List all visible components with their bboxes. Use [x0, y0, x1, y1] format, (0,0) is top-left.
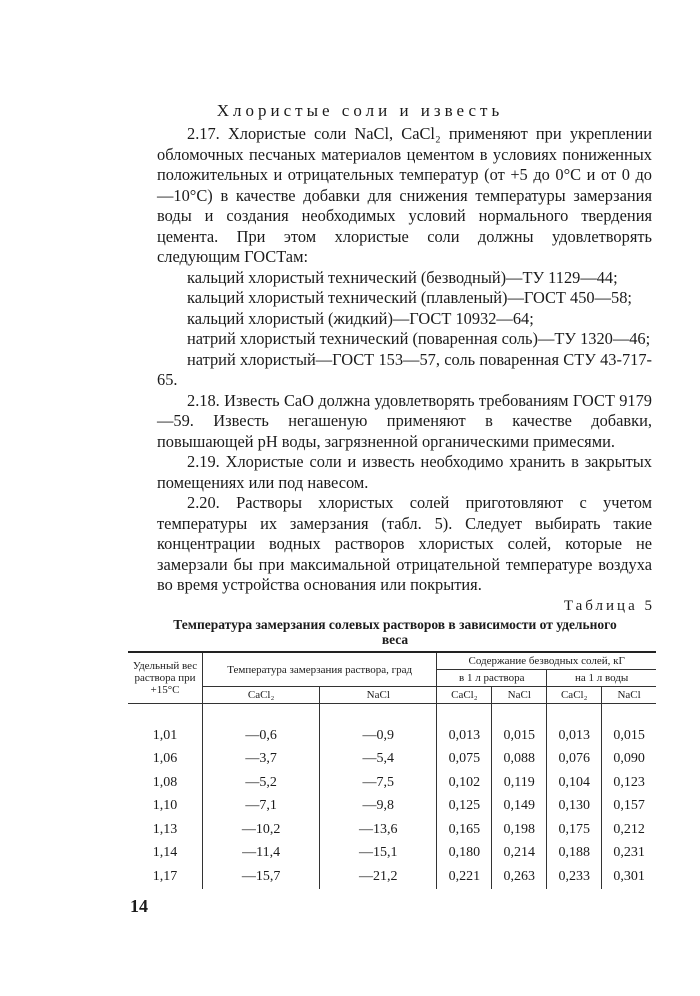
cell-weight: 1,17	[152, 868, 178, 884]
cell-weight: 1,01	[152, 727, 178, 743]
paragraph-2-17: 2.17. Хлористые соли NaCl, CaCl₂ применяют при укреплении обломочных песчаных материалов цементом в условиях пониженных положительных и отрицательных температур (от +5 до 0°С и от 0 до —10°С) в качестве добавки для снижения температуры замерзания воды и создания необходимых условий нормального твердения цемента. При этом хлористые соли должны удовлетворять следующим ГОСТам:	[157, 124, 652, 266]
header-solution-nacl: NaCl	[492, 687, 547, 704]
cell-solution-cacl2: 0,221	[437, 865, 492, 889]
body-text	[157, 124, 652, 596]
cell-solution-cacl2: 0,013	[437, 704, 492, 748]
paragraph-2-19: 2.19. Хлористые соли и известь необходимо хранить в закрытых помещениях или под навесом.	[157, 452, 652, 492]
cell-temp-nacl: —21,2	[320, 865, 437, 889]
cell-solution-cacl2: 0,102	[437, 771, 492, 795]
cell-water-cacl2: 0,188	[547, 842, 602, 866]
table-row	[128, 842, 656, 866]
cell-water-cacl2: 0,076	[547, 748, 602, 772]
section-title: Хлористые соли и известь	[216, 101, 504, 120]
cell-water-cacl2: 0,130	[547, 795, 602, 819]
gost-item-1: кальций хлористый технический (безводный)—ТУ 1129—44;	[187, 267, 618, 287]
gost-item-4: натрий хлористый технический (поваренная соль)—ТУ 1320—46;	[187, 329, 651, 348]
gost-item-2: кальций хлористый технический (плавленый)—ГОСТ 450—58;	[187, 288, 632, 307]
cell-weight: 1,06	[152, 751, 178, 767]
cell-water-nacl: 0,123	[602, 771, 656, 795]
table-row	[128, 704, 656, 748]
cell-solution-nacl: 0,149	[492, 795, 547, 819]
header-per-liter-solution: в 1 л раствора	[437, 670, 547, 687]
cell-water-nacl: 0,090	[602, 748, 656, 772]
cell-temp-cacl2: —5,2	[203, 771, 320, 795]
table-row	[128, 771, 656, 795]
cell-water-cacl2: 0,104	[547, 771, 602, 795]
cell-weight: 1,10	[152, 798, 178, 814]
header-temp-nacl: NaCl	[320, 687, 437, 704]
table-body	[128, 704, 656, 889]
cell-water-nacl: 0,157	[602, 795, 656, 819]
table-caption: Температура замерзания солевых растворов в зависимости от удельного веса	[173, 617, 617, 647]
header-temp-cacl2: CaCl₂	[203, 687, 320, 704]
paragraph-2-18: 2.18. Известь CaO должна удовлетворять требованиям ГОСТ 9179—59. Известь негашеную применяют в качестве добавки, повышающей pH воды, загрязненной органическими примесями.	[157, 390, 652, 451]
gost-item-5: натрий хлористый—ГОСТ 153—57, соль поваренная СТУ 43-717-65.	[157, 349, 652, 389]
cell-solution-nacl: 0,088	[492, 748, 547, 772]
cell-temp-cacl2: —10,2	[203, 818, 320, 842]
cell-water-cacl2: 0,013	[547, 704, 602, 748]
cell-temp-nacl: —0,9	[320, 704, 437, 748]
table-row	[128, 818, 656, 842]
paragraph-2-20: 2.20. Растворы хлористых солей приготовляют с учетом температуры их замерзания (табл. 5). Следует выбирать такие концентрации водных растворов хлористых солей, которые не замерзали бы при максимальной отрицательной температуре воздуха во время устройства основания или покрытия.	[157, 493, 652, 594]
cell-temp-cacl2: —0,6	[203, 704, 320, 748]
header-per-liter-water: на 1 л воды	[547, 670, 656, 687]
header-freezing-temperature: Температура замерзания раствора, град	[203, 652, 437, 687]
cell-solution-cacl2: 0,075	[437, 748, 492, 772]
cell-weight: 1,14	[152, 845, 178, 861]
header-water-cacl2: CaCl₂	[547, 687, 602, 704]
table-row	[128, 795, 656, 819]
cell-water-cacl2: 0,233	[547, 865, 602, 889]
cell-temp-cacl2: —15,7	[203, 865, 320, 889]
cell-temp-nacl: —13,6	[320, 818, 437, 842]
cell-water-nacl: 0,301	[602, 865, 656, 889]
cell-solution-cacl2: 0,125	[437, 795, 492, 819]
gost-item-3: кальций хлористый (жидкий)—ГОСТ 10932—64;	[187, 308, 534, 328]
cell-solution-nacl: 0,119	[492, 771, 547, 795]
cell-water-cacl2: 0,175	[547, 818, 602, 842]
header-salt-content: Содержание безводных солей, кГ	[437, 652, 656, 670]
cell-temp-nacl: —7,5	[320, 771, 437, 795]
cell-temp-nacl: —15,1	[320, 842, 437, 866]
cell-temp-nacl: —9,8	[320, 795, 437, 819]
cell-solution-nacl: 0,015	[492, 704, 547, 748]
cell-temp-cacl2: —11,4	[203, 842, 320, 866]
cell-solution-nacl: 0,198	[492, 818, 547, 842]
table-row	[128, 865, 656, 889]
header-specific-weight: Удельный вес раствора при +15°С	[128, 652, 203, 704]
cell-temp-cacl2: —3,7	[203, 748, 320, 772]
cell-water-nacl: 0,231	[602, 842, 656, 866]
header-water-nacl: NaCl	[602, 687, 656, 704]
cell-solution-nacl: 0,214	[492, 842, 547, 866]
cell-solution-cacl2: 0,165	[437, 818, 492, 842]
cell-water-nacl: 0,015	[602, 704, 656, 748]
cell-solution-cacl2: 0,180	[437, 842, 492, 866]
cell-solution-nacl: 0,263	[492, 865, 547, 889]
cell-temp-cacl2: —7,1	[203, 795, 320, 819]
cell-water-nacl: 0,212	[602, 818, 656, 842]
table-label: Таблица 5	[563, 598, 655, 614]
cell-weight: 1,08	[152, 774, 178, 790]
page-number: 14	[130, 896, 148, 916]
cell-weight: 1,13	[152, 821, 178, 837]
cell-temp-nacl: —5,4	[320, 748, 437, 772]
table-row	[128, 748, 656, 772]
header-solution-cacl2: CaCl₂	[437, 687, 492, 704]
freezing-temperature-table	[128, 651, 656, 889]
